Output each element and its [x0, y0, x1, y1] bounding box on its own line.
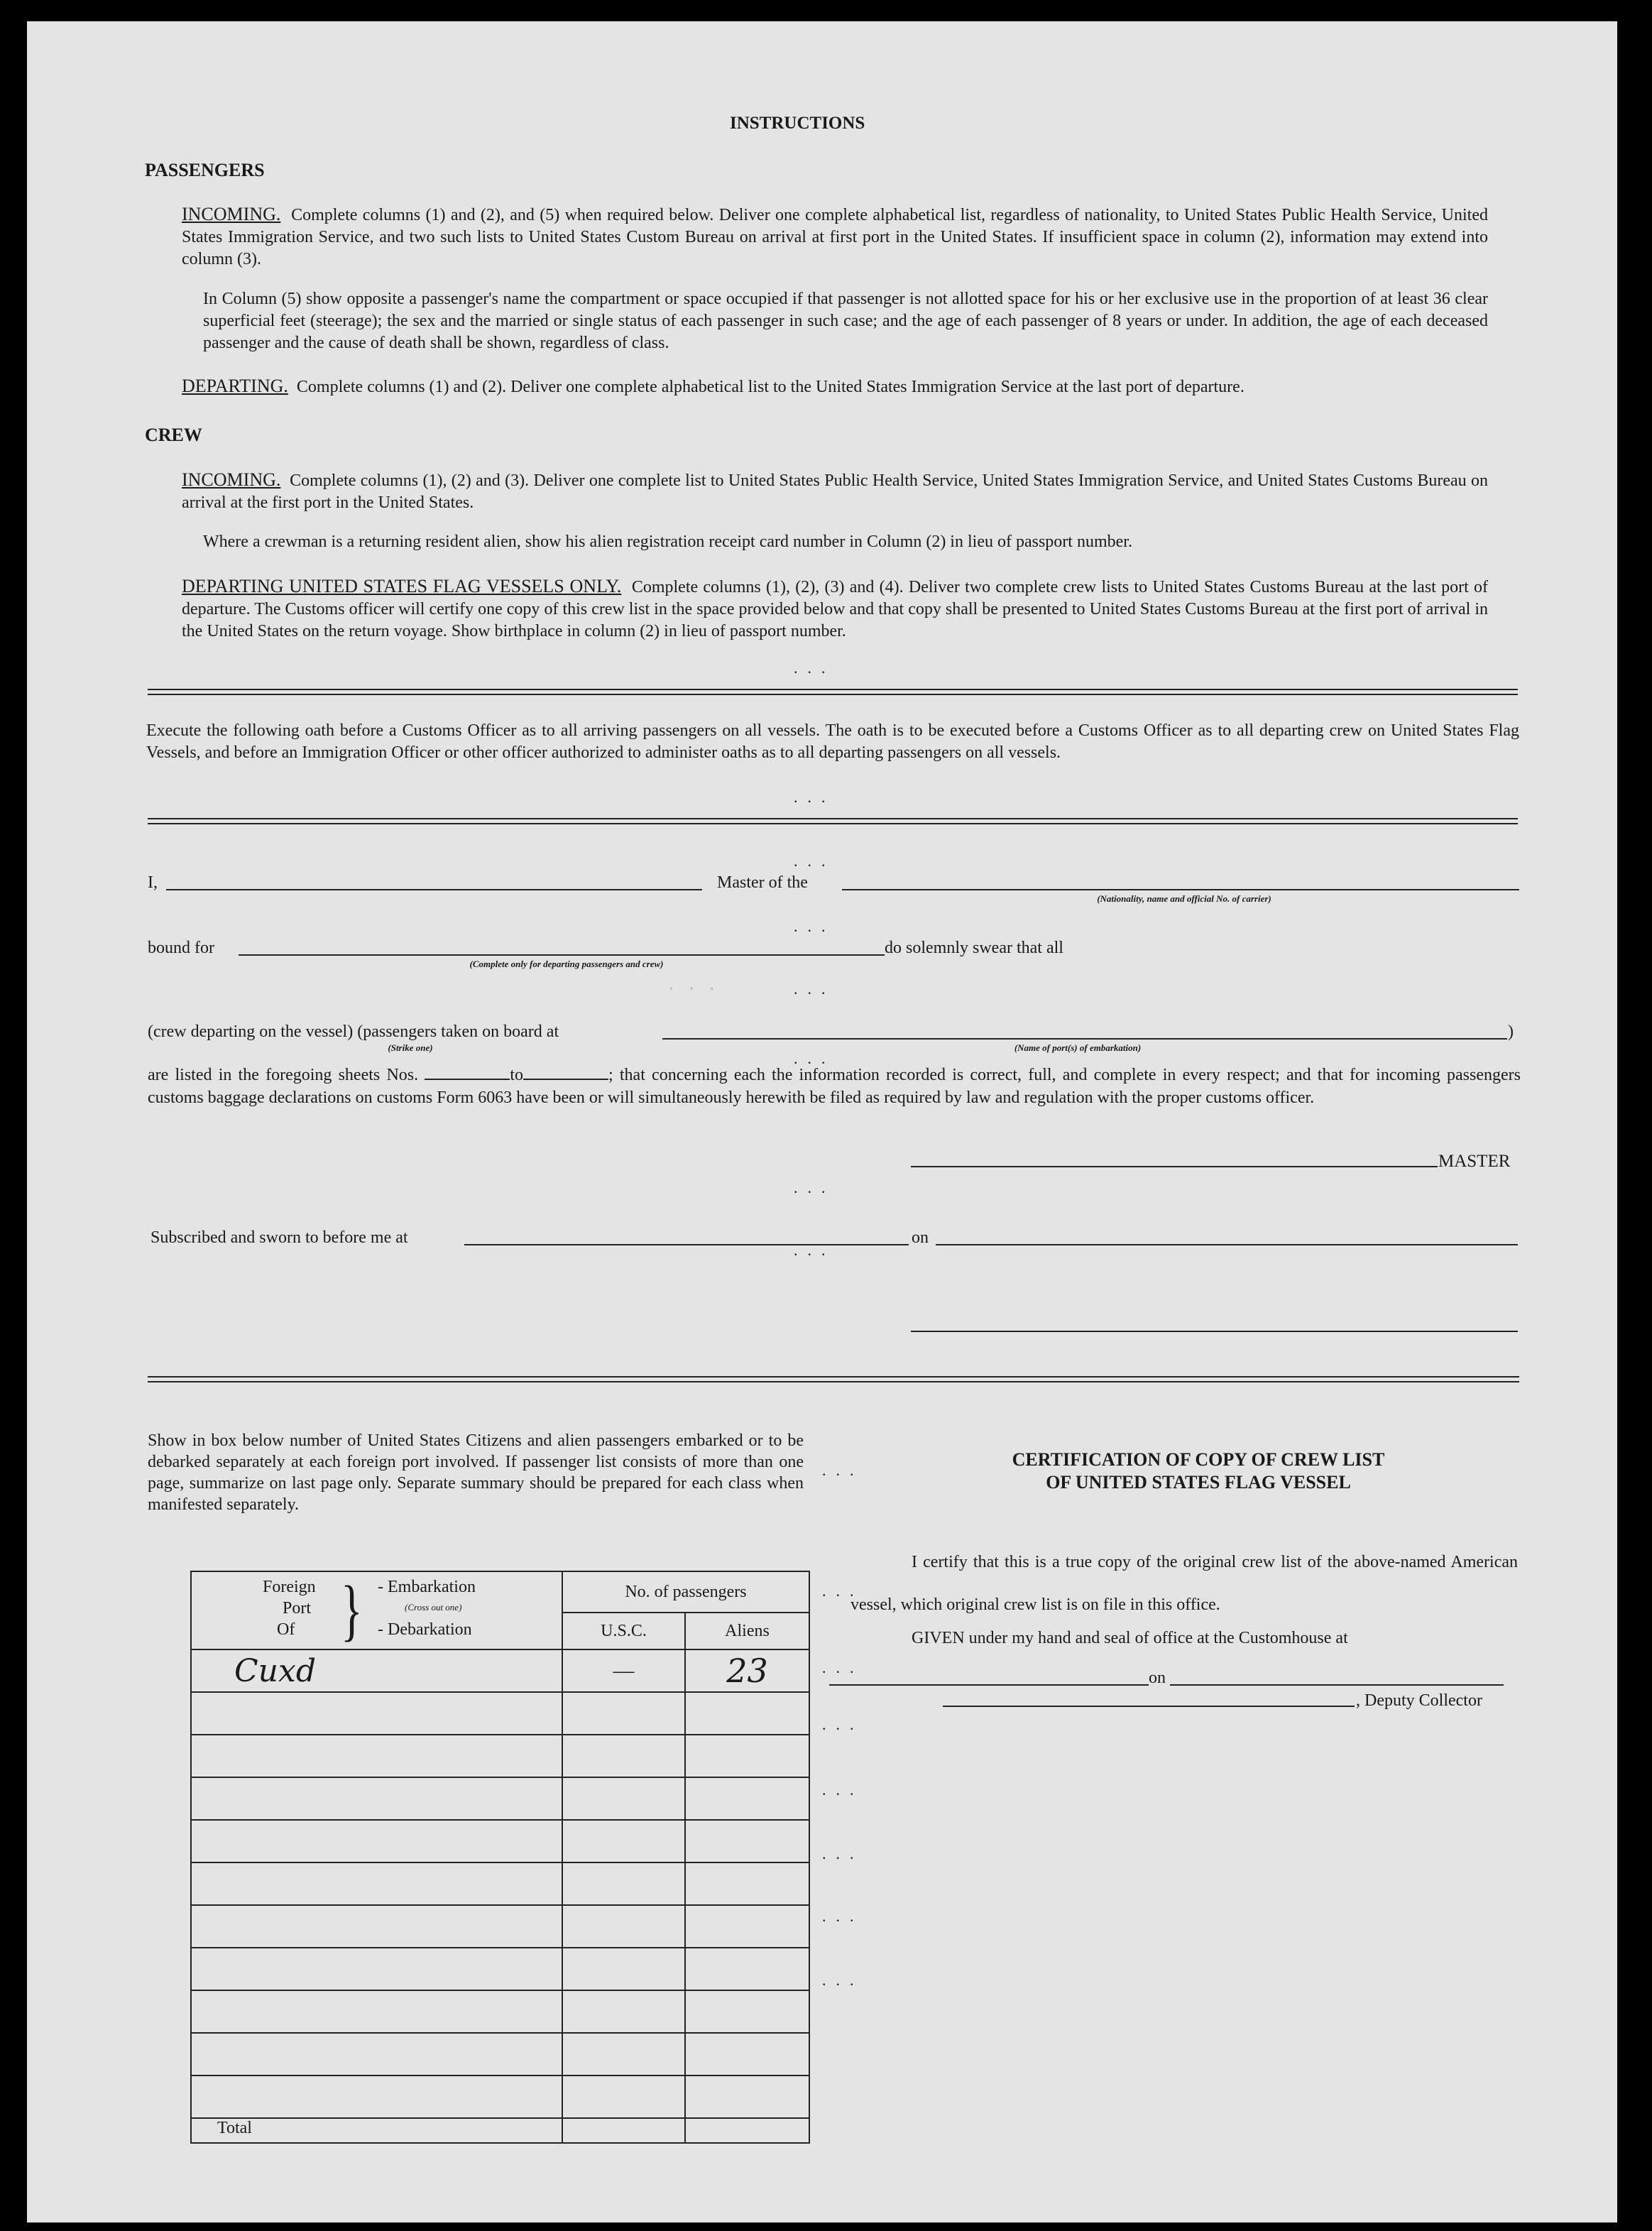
- passengers-incoming-text: Complete columns (1) and (2), and (5) when required below. Deliver one complete alphabetical list, regardless of nationality, to United States Public Health Service, United States Immigration Service, and two such lists to United States Custom Bureau on arrival at first port in the United States. If insufficient space in column (2), information may extend into column (3).: [182, 206, 1488, 268]
- sworn-date-field[interactable]: [936, 1244, 1518, 1245]
- dot-leader: ...: [822, 1582, 864, 1600]
- passengers-heading: PASSENGERS: [145, 160, 265, 180]
- total-row: [191, 2118, 809, 2143]
- aliens-cell[interactable]: [685, 1735, 809, 1777]
- close-paren: ): [1508, 1022, 1514, 1041]
- port-cell[interactable]: [191, 1862, 562, 1905]
- dot-leader: ...: [822, 1907, 864, 1925]
- port-cell[interactable]: [191, 2033, 562, 2075]
- master-signature-field[interactable]: [911, 1166, 1438, 1167]
- brace: }: [341, 1572, 363, 1648]
- certification-title-line1: CERTIFICATION OF COPY OF CREW LIST: [1012, 1449, 1385, 1470]
- table-row: [191, 2075, 809, 2118]
- port-caption: (Name of port(s) of embarkation): [1014, 1042, 1142, 1053]
- summary-instructions: Show in box below number of United States Citizens and alien passengers embarked or to be debarked separately at each foreign port involved. If passenger list consists of more than one page, summarize on last page only. Separate summary should be prepared for each class when manifested separately.: [148, 1431, 804, 1514]
- certification-title-line2: OF UNITED STATES FLAG VESSEL: [1046, 1472, 1351, 1493]
- dot-leader: ...: [794, 659, 836, 677]
- carrier-field[interactable]: [842, 889, 1519, 890]
- table-row: [191, 1905, 809, 1948]
- sheet-to-field[interactable]: [523, 1064, 608, 1080]
- crew-incoming-paragraph: [182, 469, 1488, 514]
- i-label: I,: [148, 873, 158, 892]
- dot-leader: ...: [822, 1845, 864, 1862]
- certification-title: [907, 1449, 1489, 1494]
- total-label: Total: [191, 2118, 562, 2143]
- dot-leader: ...: [822, 1781, 864, 1799]
- sworn-on-label: on: [912, 1228, 929, 1247]
- crew-resident-paragraph: Where a crewman is a returning resident alien, show his alien registration receipt card number in Column (2) in lieu of passport number.: [203, 533, 1132, 551]
- port-cell[interactable]: [191, 1820, 562, 1862]
- port-cell-handwritten[interactable]: Cuxd: [191, 1649, 562, 1692]
- table-row: [191, 1820, 809, 1862]
- crew-incoming-label: INCOMING.: [182, 469, 281, 490]
- aliens-cell[interactable]: [685, 1990, 809, 2033]
- certify-text: I certify that this is a true copy of the original crew list of the above-named American vessel, which original crew list is on file in this office.: [850, 1553, 1518, 1614]
- dot-leader: ...: [794, 1241, 836, 1259]
- crew-departing-label: DEPARTING UNITED STATES FLAG VESSELS ONLY.: [182, 576, 622, 596]
- column5-paragraph: In Column (5) show opposite a passenger's name the compartment or space occupied if that passenger is not allotted space for his or her exclusive use in the proportion of at least 36 clear superficial feet (steerage); the sex and the married or single status of each passenger in such case; and the age of each passenger of 8 years or under. In addition, the age of each deceased passenger and the cause of death shall be shown, regardless of class.: [203, 290, 1488, 352]
- cert-date-field[interactable]: [1170, 1684, 1504, 1686]
- dot-leader: ...: [794, 788, 836, 806]
- passengers-departing-paragraph: [182, 375, 1488, 398]
- port-cell[interactable]: [191, 2075, 562, 2118]
- foreign-label: Foreign: [263, 1578, 316, 1596]
- table-row: [191, 1649, 809, 1692]
- usc-cell[interactable]: [562, 1692, 685, 1735]
- bound-for-label: bound for: [148, 939, 214, 957]
- table-row: [191, 1948, 809, 1990]
- dot-leader: ...: [794, 980, 836, 998]
- usc-cell[interactable]: [562, 1905, 685, 1948]
- crew-departing-paragraph: [182, 575, 1488, 643]
- instructions-title: INSTRUCTIONS: [730, 114, 865, 133]
- usc-cell[interactable]: [562, 1735, 685, 1777]
- form-page: [27, 21, 1617, 2222]
- port-cell[interactable]: [191, 1905, 562, 1948]
- aliens-cell[interactable]: [685, 1777, 809, 1820]
- aliens-cell[interactable]: [685, 2033, 809, 2075]
- usc-cell[interactable]: [562, 1990, 685, 2033]
- aliens-cell[interactable]: [685, 1862, 809, 1905]
- port-label: Port: [283, 1599, 312, 1618]
- debarkation-label: - Debarkation: [378, 1620, 472, 1639]
- listed-suffix: ; that concerning each the information recorded is correct, full, and complete in every respect; and that for incoming passengers customs baggage declarations on customs Form 6063 have been or will simultaneously herewith be filed as required by law and regulation with the proper customs officer.: [148, 1066, 1521, 1107]
- nationality-caption: (Nationality, name and official No. of carrier): [1097, 893, 1271, 904]
- oath-intro: Execute the following oath before a Customs Officer as to all arriving passengers on all vessels. The oath is to be executed before a Customs Officer as to all departing crew on United States Flag Vessels, and before an Immigration Officer or other officer authorized to administer oaths as to all departing passengers on all vessels.: [146, 721, 1519, 762]
- of-label: Of: [277, 1620, 295, 1639]
- passengers-departing-label: DEPARTING.: [182, 376, 288, 396]
- passengers-incoming-label: INCOMING.: [182, 204, 281, 224]
- sheet-from-field[interactable]: [425, 1064, 510, 1080]
- crew-incoming-text: Complete columns (1), (2) and (3). Deliver one complete list to United States Public Health Service, United States Immigration Service, and United States Customs Bureau on arrival at the first port in the United States.: [182, 471, 1489, 512]
- aliens-cell[interactable]: [685, 1692, 809, 1735]
- usc-header: U.S.C.: [562, 1613, 685, 1649]
- port-cell[interactable]: [191, 1735, 562, 1777]
- table-row: [191, 1862, 809, 1905]
- usc-cell[interactable]: [562, 1862, 685, 1905]
- port-cell[interactable]: [191, 1777, 562, 1820]
- master-of-label: Master of the: [717, 873, 808, 892]
- divider-double: [148, 818, 1518, 824]
- dot-leader: ...: [794, 1179, 836, 1196]
- dot-leader: ...: [822, 1461, 864, 1479]
- divider-double: [148, 1376, 1519, 1382]
- subscribed-label: Subscribed and sworn to before me at: [151, 1228, 408, 1247]
- crew-heading: CREW: [145, 425, 202, 445]
- to-label: to: [510, 1066, 523, 1084]
- aliens-cell[interactable]: [685, 1905, 809, 1948]
- strike-caption: (Strike one): [388, 1042, 433, 1053]
- usc-cell[interactable]: [562, 1948, 685, 1990]
- cross-out-caption: (Cross out one): [405, 1602, 462, 1613]
- port-cell[interactable]: [191, 1692, 562, 1735]
- bound-for-field[interactable]: [239, 954, 885, 956]
- passengers-incoming-paragraph: [182, 203, 1488, 271]
- listed-prefix: are listed in the foregoing sheets Nos.: [148, 1066, 419, 1084]
- dot-leader: ...: [794, 917, 836, 935]
- usc-total-cell[interactable]: [562, 2118, 685, 2143]
- customhouse-field[interactable]: [829, 1684, 1149, 1686]
- swear-label: do solemnly swear that all: [885, 939, 1063, 957]
- aliens-cell[interactable]: 23: [685, 1649, 809, 1692]
- dot-leader: ...: [794, 1049, 836, 1067]
- usc-cell[interactable]: [562, 1777, 685, 1820]
- dot-leader: ...: [822, 1715, 864, 1733]
- deputy-collector-signature-field[interactable]: [943, 1706, 1355, 1707]
- bleed-through-text: · · ·: [666, 980, 718, 999]
- embarkation-label: - Embarkation: [378, 1578, 476, 1596]
- dot-leader: ...: [822, 1659, 864, 1676]
- passenger-summary-table: [190, 1571, 810, 2144]
- table-row: [191, 1990, 809, 2033]
- aliens-header: Aliens: [685, 1613, 809, 1649]
- aliens-cell[interactable]: [685, 1948, 809, 1990]
- crew-departing-text: (crew departing on the vessel) (passengers taken on board at: [148, 1022, 559, 1041]
- table-row: [191, 1735, 809, 1777]
- table-row: [191, 1692, 809, 1735]
- aliens-total-cell[interactable]: [685, 2118, 809, 2143]
- dot-leader: ...: [794, 852, 836, 870]
- usc-cell[interactable]: [562, 2075, 685, 2118]
- usc-cell[interactable]: —: [562, 1649, 685, 1692]
- port-embarkation-field[interactable]: [662, 1038, 1507, 1040]
- usc-cell[interactable]: [562, 1820, 685, 1862]
- port-header-cell: [191, 1571, 562, 1649]
- port-cell[interactable]: [191, 1948, 562, 1990]
- master-name-field[interactable]: [166, 889, 702, 890]
- officer-signature-field[interactable]: [911, 1331, 1518, 1332]
- aliens-cell[interactable]: [685, 1820, 809, 1862]
- complete-only-caption: (Complete only for departing passengers and crew): [469, 959, 664, 969]
- master-label: MASTER: [1438, 1152, 1511, 1171]
- table-header-row: [191, 1571, 809, 1613]
- listed-paragraph: [148, 1064, 1521, 1109]
- deputy-collector-label: , Deputy Collector: [1356, 1691, 1482, 1710]
- no-of-passengers-header: No. of passengers: [562, 1571, 809, 1613]
- passengers-departing-text: Complete columns (1) and (2). Deliver one complete alphabetical list to the United States Immigration Service at the last port of departure.: [296, 378, 1245, 396]
- port-cell[interactable]: [191, 1990, 562, 2033]
- usc-cell[interactable]: [562, 2033, 685, 2075]
- dot-leader: ...: [822, 1971, 864, 1989]
- given-text: GIVEN under my hand and seal of office at the Customhouse at: [912, 1629, 1348, 1647]
- table-row: [191, 2033, 809, 2075]
- aliens-cell[interactable]: [685, 2075, 809, 2118]
- cert-on-label: on: [1149, 1669, 1166, 1687]
- table-row: [191, 1777, 809, 1820]
- divider-double: [148, 689, 1518, 695]
- sworn-place-field[interactable]: [464, 1244, 909, 1245]
- crew-departing-text: Complete columns (1), (2), (3) and (4). Deliver two complete crew lists to United States Customs Bureau at the last port of departure. The Customs officer will certify one copy of this crew list in the space provided below and that copy shall be presented to United States Customs Bureau at the first port of arrival in the United States on the return voyage. Show birthplace in column (2) in lieu of passport number.: [182, 578, 1489, 640]
